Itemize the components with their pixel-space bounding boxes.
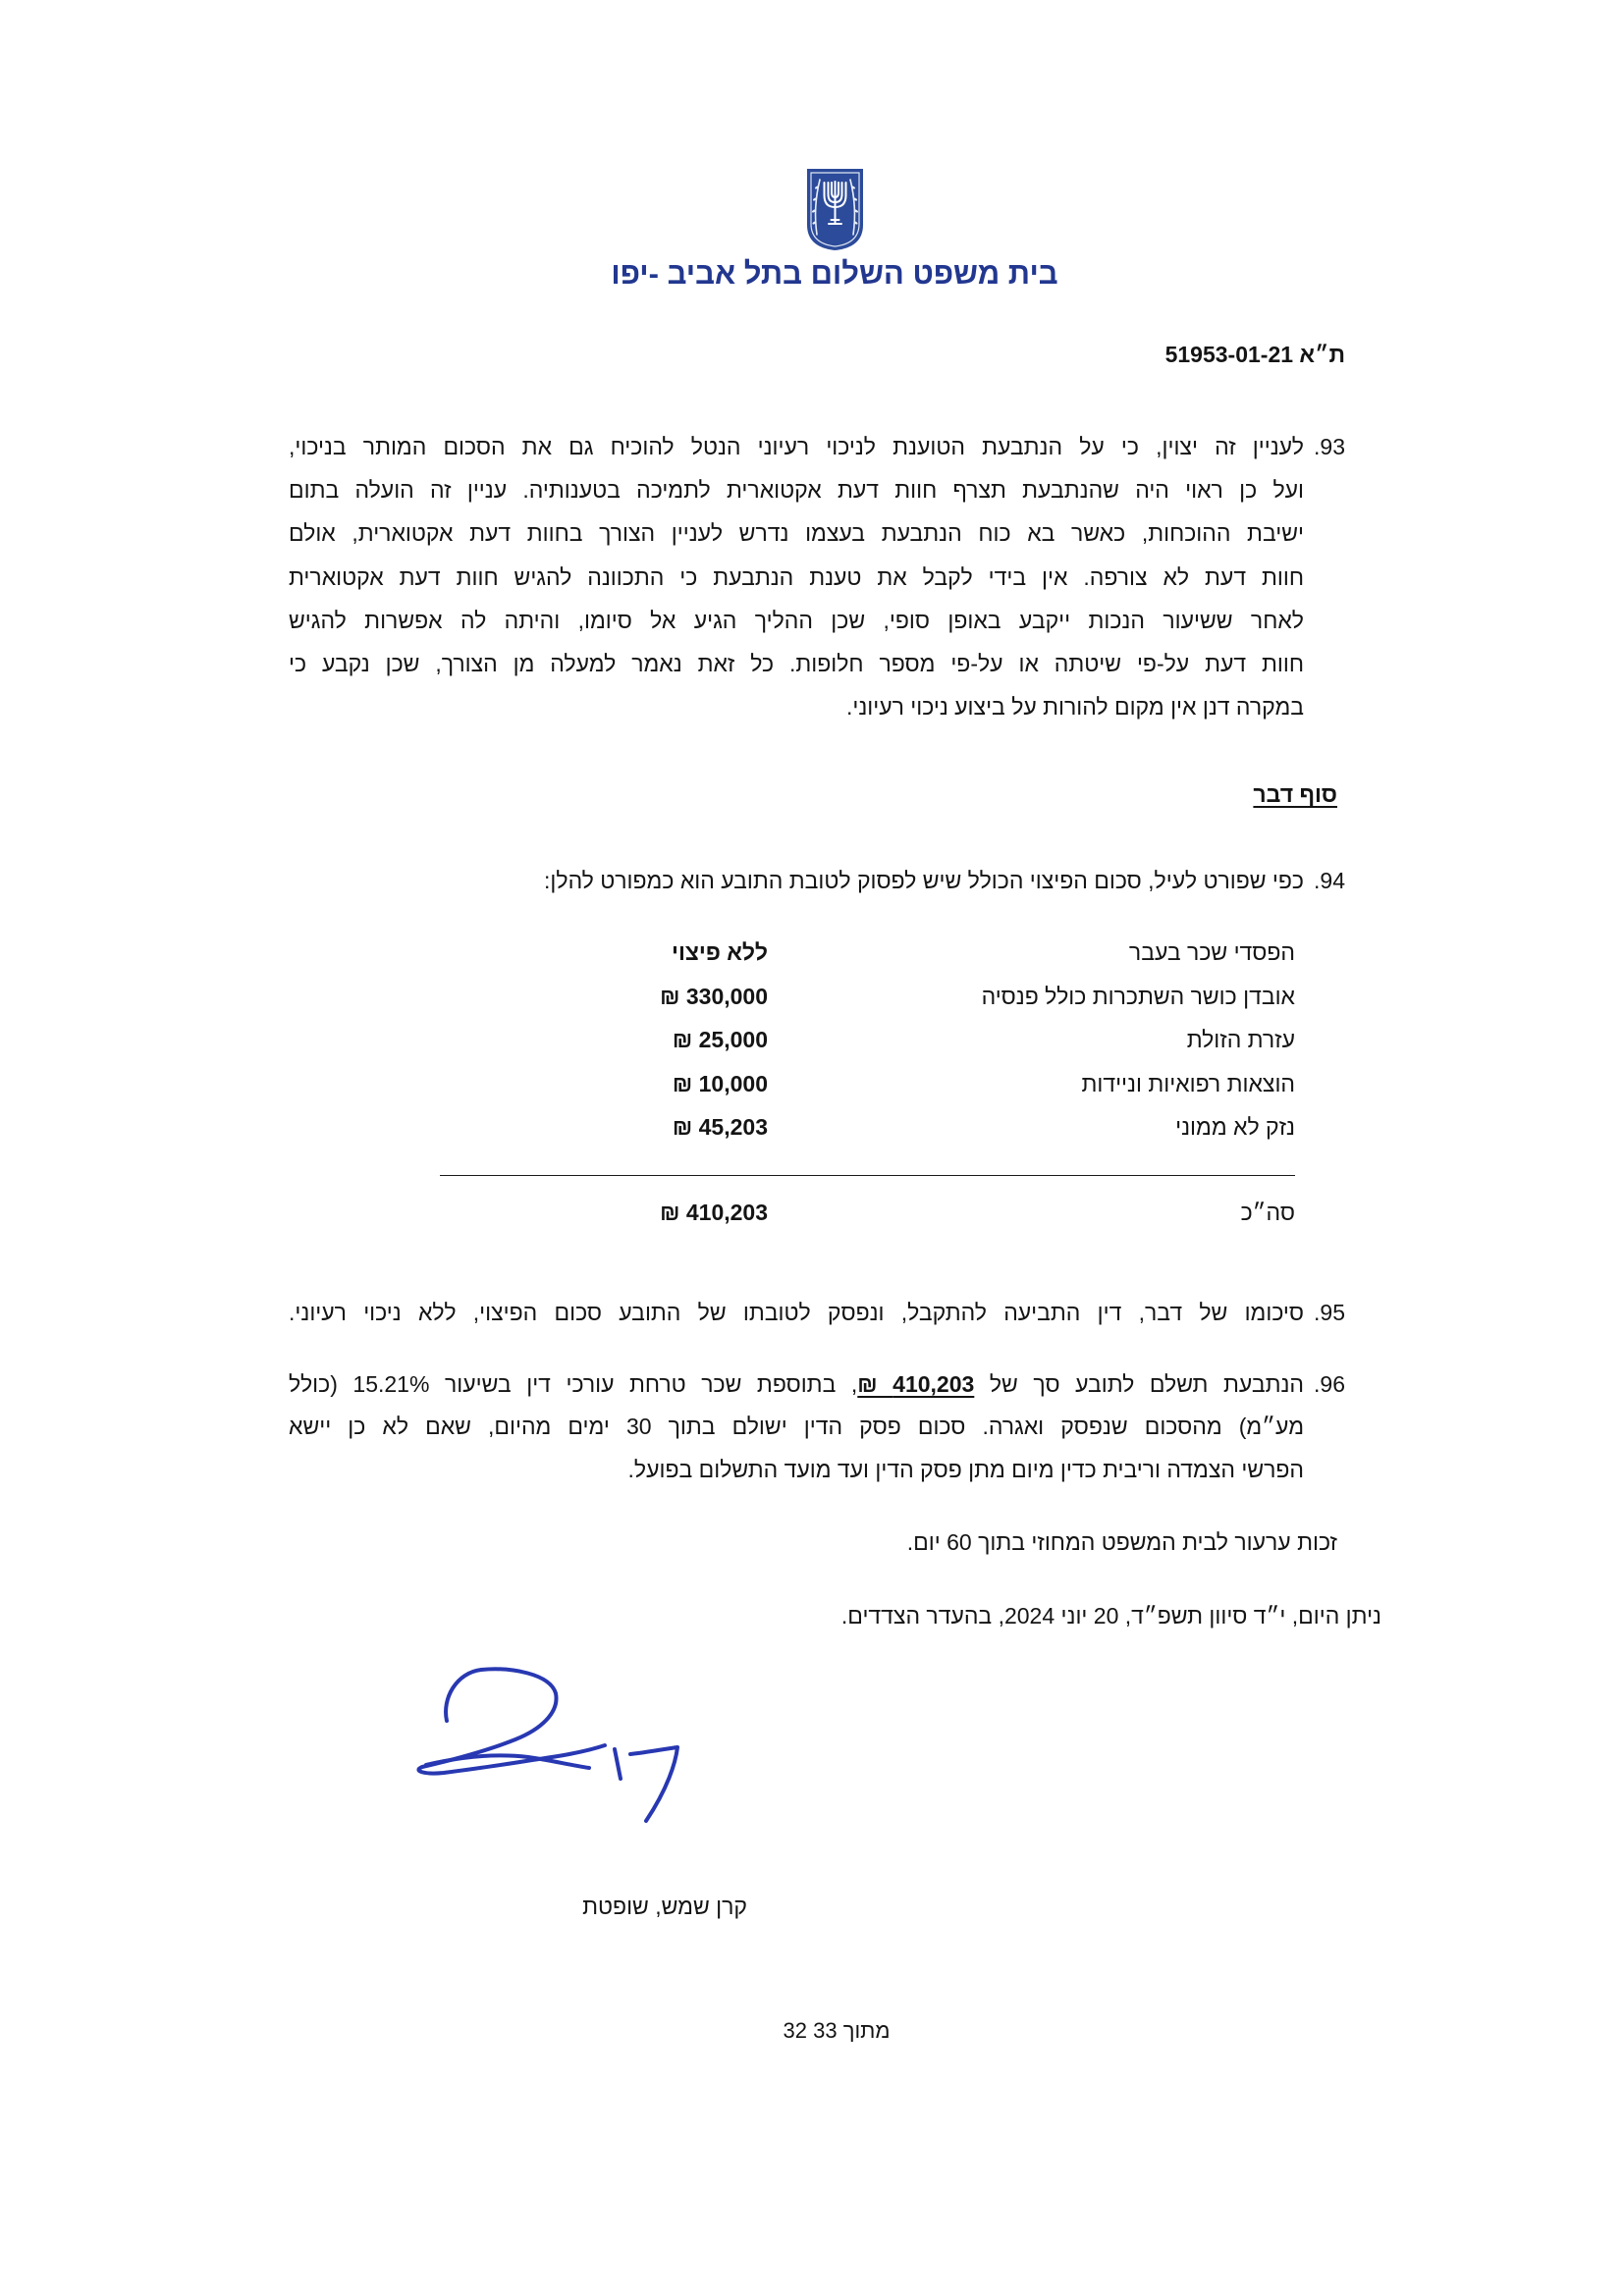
- judge-signature: [412, 1659, 697, 1836]
- table-row-amount: 330,000 ₪: [660, 984, 768, 1009]
- table-row-label: עזרת הזולת: [1186, 1027, 1295, 1052]
- awarded-amount: 410,203 ₪: [857, 1371, 975, 1397]
- page-number: 32 מתוך 33: [783, 2018, 891, 2043]
- table-total-divider: [440, 1175, 1295, 1176]
- paragraph-number-93: 93.: [1314, 434, 1345, 459]
- table-row-label: אובדן כושר השתכרות כולל פנסיה: [981, 984, 1295, 1009]
- table-total-label: סה״כ: [1240, 1200, 1295, 1225]
- paragraph-93-line: ועל כן ראוי היה שהנתבעת תצרף חוות דעת אקטוארית לתמיכה בטענותיה. עניין זה הועלה בתום: [289, 477, 1304, 503]
- paragraph-94-text: כפי שפורט לעיל, סכום הפיצוי הכולל שיש לפסוק לטובת התובע הוא כמפורט להלן:: [544, 868, 1304, 893]
- paragraph-93-line: חוות דעת לא צורפה. אין בידי לקבל את טענת הנתבעת כי התכוונה להגיש חוות דעת אקטוארית: [289, 564, 1304, 590]
- paragraph-93-line: לאחר ששיעור הנכות ייקבע באופן סופי, שכן ההליך הגיע אל סיומו, והיתה לה אפשרות להגיש: [289, 608, 1304, 633]
- paragraph-96-text: הנתבעת תשלם לתובע סך של: [974, 1371, 1304, 1397]
- paragraph-number-95: 95.: [1314, 1300, 1345, 1325]
- paragraph-93-line: ישיבת ההוכחות, כאשר בא כוח הנתבעת בעצמו נדרש לעניין הצורך בחוות דעת אקטוארית, אולם: [289, 520, 1304, 546]
- paragraph-number-96: 96.: [1314, 1371, 1345, 1397]
- table-row-amount: ללא פיצוי: [672, 939, 768, 965]
- table-row-label: הוצאות רפואיות וניידות: [1081, 1071, 1295, 1096]
- paragraph-93-line: במקרה דנן אין מקום להורות על ביצוע ניכוי רעיוני.: [845, 694, 1304, 720]
- paragraph-96-line: [289, 1362, 1304, 1406]
- section-heading: סוף דבר: [1253, 781, 1337, 807]
- table-row-label: הפסדי שכר בעבר: [1128, 939, 1295, 965]
- appeal-notice: זכות ערעור לבית המשפט המחוזי בתוך 60 יום.: [906, 1529, 1337, 1555]
- paragraph-number-94: 94.: [1314, 868, 1345, 893]
- paragraph-95-text: סיכומו של דבר, דין התביעה להתקבל, ונפסק לטובתו של התובע סכום הפיצוי, ללא ניכוי רעיוני.: [289, 1300, 1304, 1325]
- table-row-label: נזק לא ממוני: [1175, 1114, 1295, 1140]
- paragraph-96-text: , בתוספת שכר טרחת עורכי דין בשיעור 15.21% (כולל: [289, 1371, 858, 1397]
- paragraph-96-line: הפרשי הצמדה וריבית כדין מיום מתן פסק הדין ועד מועד התשלום בפועל.: [627, 1457, 1304, 1482]
- state-emblem-icon: [804, 166, 866, 252]
- paragraph-96-line: מע״מ) מהסכום שנפסק ואגרה. סכום פסק הדין ישולם בתוך 30 ימים מהיום, שאם לא כן יישא: [289, 1414, 1304, 1439]
- paragraph-93-line: לעניין זה יצוין, כי על הנתבעת הטוענת לניכוי רעיוני הנטל להוכיח גם את הסכום המותר בניכוי,: [289, 434, 1304, 459]
- table-row-amount: 25,000 ₪: [672, 1027, 768, 1052]
- given-on-date: ניתן היום, י״ד סיוון תשפ״ד, 20 יוני 2024, בהעדר הצדדים.: [840, 1603, 1381, 1629]
- judge-name: קרן שמש, שופטת: [582, 1894, 747, 1919]
- table-row-amount: 10,000 ₪: [672, 1071, 768, 1096]
- case-number: ת״א 51953-01-21: [1164, 342, 1345, 367]
- court-title: בית משפט השלום בתל אביב -יפו: [611, 256, 1058, 291]
- table-total-amount: 410,203 ₪: [660, 1200, 768, 1225]
- table-row-amount: 45,203 ₪: [672, 1114, 768, 1140]
- paragraph-93-line: חוות דעת על-פי שיטתה או על-פי מספר חלופות. כל זאת נאמר למעלה מן הצורך, שכן נקבע כי: [289, 651, 1304, 676]
